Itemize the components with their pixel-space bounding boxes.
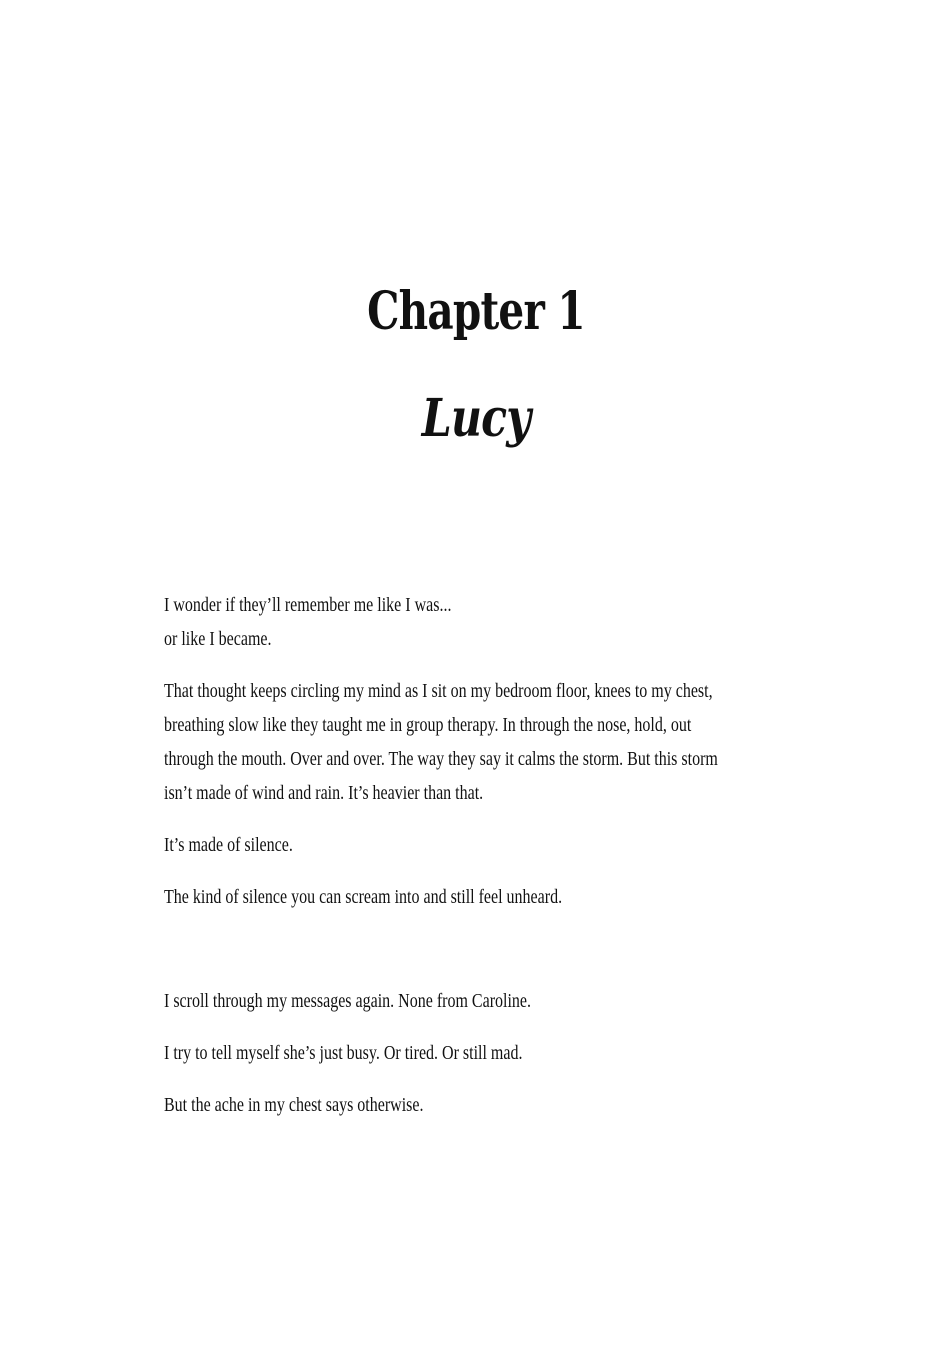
paragraph-4: The kind of silence you can scream into and still feel unheard. <box>164 886 563 908</box>
paragraph-6: I try to tell myself she’s just busy. Or tired. Or still mad. <box>164 1042 523 1064</box>
scene-break <box>164 932 772 984</box>
paragraph-3: It’s made of silence. <box>164 834 293 856</box>
paragraph-1-line-2: or like I became. <box>164 628 272 650</box>
paragraph-1 <box>164 588 772 656</box>
paragraph-2-line-1: That thought keeps circling my mind as I sit on my bedroom floor, knees to my chest, <box>164 680 713 702</box>
paragraph-2-line-3: through the mouth. Over and over. The way they say it calms the storm. But this storm <box>164 748 718 770</box>
chapter-body <box>164 588 772 1140</box>
paragraph-2 <box>164 674 772 810</box>
paragraph-2-line-2: breathing slow like they taught me in group therapy. In through the nose, hold, out <box>164 714 692 736</box>
chapter-heading: Chapter 1 <box>367 281 585 342</box>
paragraph-7: But the ache in my chest says otherwise. <box>164 1094 424 1116</box>
chapter-subtitle: Lucy <box>421 388 531 449</box>
paragraph-5: I scroll through my messages again. None from Caroline. <box>164 990 532 1012</box>
paragraph-2-line-4: isn’t made of wind and rain. It’s heavier than that. <box>164 782 484 804</box>
paragraph-1-line-1: I wonder if they’ll remember me like I was... <box>164 594 452 616</box>
